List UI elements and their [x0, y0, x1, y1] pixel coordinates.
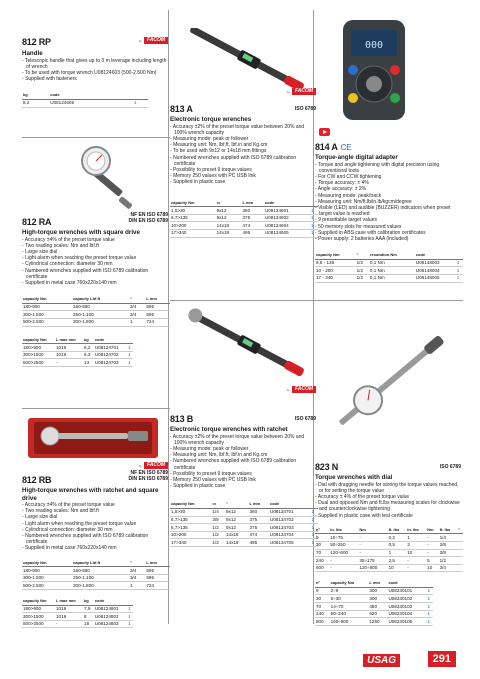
ce-mark: CE: [340, 143, 352, 152]
spec-table: capacity Nm capacity Lbf.ft " L mm 180-900 150-650 3/4 595 300-1.500 250-1.100 3/4 595 500-2.500 300-1.800 1 724: [22, 560, 170, 590]
feature-item: - Measuring unit: Nm, lbf.ft, lbf.in and Kg.cm: [170, 452, 268, 459]
product-code: 813 B: [170, 414, 194, 424]
table-row: 1,5>30 1/4 9x12 360 U08134701 1: [170, 508, 318, 516]
feature-item: - Numbered wrenches supplied with ISO 6789 calibration certificate: [170, 154, 297, 167]
digital-adapter-image: [339, 18, 409, 124]
feature-item: - Dual and opposed Nm and ft.lbs measuring scales for clockwise and counterclockwise tightening: [315, 500, 460, 513]
iso-label: ISO 6789: [294, 416, 316, 422]
feature-list: [22, 58, 170, 83]
product-code: 814 A CE: [315, 142, 352, 152]
order-table: capacity Nm L max mm kg code 180>900 1019 6,2 U08124701 1 300>1500 1019 6,3 U08124702 1 500>2500 - 13 U08124703 1: [22, 337, 133, 367]
feature-item: - Accuracy ±2% of the preset torque value between 20% and 100% wrench capacity: [170, 123, 305, 136]
table-row: 500-2.500 300-1.800 1 724: [22, 582, 170, 590]
feature-item: - 9 presettable target values: [315, 217, 377, 224]
feature-item: - Accuracy ±4% of the preset torque value: [22, 502, 115, 508]
feature-item: - Cylindrical connection: diameter 30 mm: [22, 261, 113, 268]
table-row: 180-900 150-650 3/4 595: [22, 303, 170, 311]
table-row: 500>2500 - 13 U08124703 1: [22, 359, 133, 367]
table-row: 6,7>135 3/8 9x12 375 U08134702 1: [170, 516, 318, 524]
feature-list: [170, 434, 318, 490]
product-title: High-torque wrenches with ratchet and square drive: [22, 487, 159, 502]
section-812rp: [22, 37, 170, 108]
table-row: 240 50÷240 620 U08230104 1: [315, 610, 433, 618]
section-divider: [170, 300, 318, 301]
table-row: 17>340 14x18 495 U08134605 1: [170, 229, 318, 237]
order-table: n° capacity Nm L mm code 9 2÷9 300 U08230101 1 30 6÷30 300 U08230102 1 70 14÷70 450 U08230103 1 240 50÷240 620 U08230104 1 800 160÷800 1250 U08230105 1: [315, 580, 433, 626]
table-row: 6,7>135 1/2 9x12 375 U08134703 1: [170, 524, 318, 532]
table-row: 30 6÷30 300 U08230102 1: [315, 595, 433, 603]
usag-logo: USAG: [363, 654, 400, 667]
product-code: 823 N: [315, 462, 339, 472]
iso-label: ISO 6789: [294, 106, 316, 112]
wrench-case-image: [28, 412, 168, 462]
table-row: 300-1.500 250-1.100 3/4 595: [22, 311, 170, 319]
feature-item: - Supplied in metal case 760x220x140 mm: [22, 545, 117, 552]
section-823n: [315, 462, 463, 626]
feature-item: - Measuring unit: Nm, lbf.ft, lbf.in and Kg.cm: [170, 142, 268, 149]
feature-item: - Two reading scales: Nm and lbf.ft: [22, 508, 99, 515]
table-row: 6,7>135 9x12 375 U08134602 1: [170, 214, 318, 222]
order-table: capacity Nm ▭ " L mm code 1,5>30 1/4 9x12 360 U08134701 1 6,7>135 3/8 9x12 375 U08134702 1 6,7>135 1/2 9x12 375 U08134703 1 10>200 1/2 14x18 474 U08134704 1 17>340 1/2 14x18 495 U08134705 1: [170, 501, 318, 547]
feature-item: - To be used with torque wrench U08124603 (500-2.500 Nm): [22, 69, 157, 76]
table-row: 240 - 35÷175 2,5 - 5 1/2: [315, 557, 463, 565]
section-divider: [22, 408, 170, 409]
video-play-icon[interactable]: [319, 128, 330, 136]
electronic-wrench-image: [178, 28, 316, 90]
feature-item: - Supplied with fasteners: [22, 76, 77, 83]
table-row: 17>340 1/2 14x18 495 U08134705 1: [170, 539, 318, 547]
order-table: capacity Nm ▭ L mm code 1,5>30 9x12 360 U08134601 1 6,7>135 9x12 375 U08134602 1 10>200 14x18 474 U08134604 1 17>340 14x18 495 U08134605 1: [170, 200, 318, 238]
dial-torque-wrench-image: [321, 306, 461, 456]
feature-item: - Cylindrical connection: diameter 30 mm: [22, 526, 113, 533]
feature-item: - Large size dial: [22, 514, 58, 521]
table-row: 800 - 120÷600 10 - 10 3/4: [315, 564, 463, 572]
feature-item: - Supplied in plastic case: [170, 179, 226, 186]
feature-item: - Measuring mode: peak/track: [315, 192, 382, 199]
feature-list: [315, 162, 463, 243]
feature-item: - Supplied in plastic case: [170, 483, 226, 490]
table-row: 1,5>30 9x12 360 U08134601 1: [170, 207, 318, 215]
feature-item: - Measuring mode: peak or follower: [170, 135, 249, 142]
feature-item: - Numbered wrenches supplied with ISO 6789 calibration certificate: [170, 458, 297, 471]
feature-item: - Visible (LED) and audible (BUZZER) indicators when preset target value is reached: [315, 204, 451, 218]
feature-item: - Possibility to preset 9 torque values: [170, 166, 252, 173]
table-row: 10>200 1/2 14x18 474 U08134704 1: [170, 531, 318, 539]
electronic-ratchet-wrench-image: [178, 306, 316, 382]
iso-label: NF EN ISO 6789 DIN EN ISO 6789: [128, 212, 168, 224]
feature-item: - Memory 250 values with PC USB link: [170, 173, 256, 180]
feature-item: - Numbered wrenches supplied with ISO 6789 calibration certificate: [22, 533, 149, 546]
feature-item: - Dial with dragging needle for storing the torque values reached, or for setting the torque value: [315, 481, 459, 494]
table-row: 9 2÷9 300 U08230101 1: [315, 587, 433, 595]
table-row: 10>200 14x18 474 U08134604 1: [170, 222, 318, 230]
feature-item: - For CW and CCW tightening: [315, 173, 382, 180]
page-number: 291: [428, 651, 456, 667]
product-code: 813 A: [170, 104, 193, 114]
table-row: 17 - 340 1/2 0,1 Nm U08148005 1: [315, 274, 463, 282]
product-code: 812 RA: [22, 217, 52, 227]
feature-item: - Accuracy ±2% of the preset torque value between 20% and 100% wrench capacity: [170, 433, 305, 446]
spec-table: n° in. lbs Nm ft. lbs in. lbs Nm ft. lbs " 9 15÷75 - 0,2 1 - 1/4 30 50÷250 - 0,5 3 - 3/8 70 120÷600 - 1 10 - 3/8 240 - 35÷175 2,5 - 5 1/2 800 - 120÷600 10 - 10 3/4: [315, 527, 463, 573]
feature-item: - Light alarm when reaching the preset torque value: [22, 520, 137, 527]
section-813a: [170, 104, 318, 238]
feature-item: - Power supply: 2 batteries AAA (included): [315, 235, 409, 242]
section-813b: [170, 414, 318, 547]
feature-item: - Numbered wrenches supplied with ISO 6789 calibration certificate: [22, 267, 149, 280]
feature-item: - Memory 250 values with PC USB link: [170, 476, 256, 483]
feature-item: - Telescopic handle that gives up to 3 m leverage including length of wrench: [22, 57, 167, 70]
table-row: 30 50÷250 - 0,5 3 - 3/8: [315, 541, 463, 549]
feature-item: - Possibility to preset 9 torque values: [170, 470, 252, 477]
order-table: capacity Nm " resolution Nm code 6,8 - 135 1/2 0,1 Nm U08148003 1 10 - 200 1/2 0,1 Nm U08148004 1 17 - 340 1/2 0,1 Nm U08148005 1: [315, 252, 463, 282]
table-row: 300-1.500 250-1.100 3/4 595: [22, 574, 170, 582]
feature-item: - Accuracy ± 4% of the preset torque value: [315, 493, 410, 500]
table-row: 180-900 150-650 3/4 595: [22, 567, 170, 575]
brand-logo: by FACOM: [139, 462, 168, 469]
section-divider: [22, 137, 170, 138]
section-814a: [315, 142, 463, 283]
feature-item: - 50 memory slots for measured values: [315, 223, 402, 230]
spec-table: capacity Nm capacity Lbf.ft " L mm 180-900 150-650 3/4 595 300-1.500 250-1.100 3/4 595 500-2.500 300-1.800 1 724: [22, 296, 170, 326]
table-row: 500-2.500 300-1.800 1 724: [22, 318, 170, 326]
table-row: 300>1500 1019 8 U08124802 1: [22, 613, 133, 621]
feature-item: - Measuring unit: Nm/ft.lb/in.lb/kgcm/degree: [315, 198, 412, 205]
feature-item: - Torque accuracy: ± 4%: [315, 180, 369, 187]
product-title: High-torque wrenches with square drive: [22, 229, 140, 236]
feature-item: - To be used with 9x12 or 14x18 mm fittings: [170, 148, 267, 155]
product-title: Electronic torque wrenches: [170, 116, 252, 123]
section-812rb: [22, 470, 170, 628]
feature-item: - Supplied in ABS case with calibration certificates: [315, 229, 426, 236]
product-title: Electronic torque wrenches with ratchet: [170, 426, 288, 433]
section-812ra: [22, 212, 170, 367]
product-title: Torque wrenches with dial: [315, 474, 393, 481]
table-row: 8,2 U08124605 1: [22, 99, 148, 107]
feature-item: - Torque and angle tightening with digital precision using conventional tools: [315, 161, 440, 174]
table-row: 6,8 - 135 1/2 0,1 Nm U08148003 1: [315, 259, 463, 267]
feature-list: [315, 482, 463, 519]
feature-item: - Measuring mode: peak or follower: [170, 445, 249, 452]
svg-text:000: 000: [364, 40, 384, 51]
brand-logo: by FACOM: [287, 88, 316, 95]
feature-item: - Light alarm when reaching the preset torque value: [22, 255, 137, 262]
product-title: Torque-angle digital adapter: [315, 154, 398, 161]
feature-item: - Supplied in metal case 760x220x140 mm: [22, 279, 117, 286]
table-row: 10 - 200 1/2 0,1 Nm U08148004 1: [315, 267, 463, 275]
table-row: 9 15÷75 - 0,2 1 - 1/4: [315, 534, 463, 542]
iso-label: ISO 6789: [439, 464, 461, 470]
feature-item: - Two reading scales: Nm and lbf.ft: [22, 242, 99, 249]
spec-table: kg code 8,2 U08124605 1: [22, 92, 148, 107]
table-row: 180>900 1019 6,2 U08124701 1: [22, 344, 133, 352]
table-row: 800 160÷800 1250 U08230105 1: [315, 618, 433, 626]
product-code: 812 RP: [22, 37, 51, 47]
feature-item: - Large size dial: [22, 248, 58, 255]
brand-logo: by FACOM: [139, 37, 168, 44]
table-row: 70 120÷600 - 1 10 - 3/8: [315, 549, 463, 557]
order-table: capacity Nm L max mm kg code 180>900 1019 7,9 U08124801 1 300>1500 1019 8 U08124802 1 500>2500 - 18 U08124803 1: [22, 598, 133, 628]
section-divider: [315, 300, 463, 301]
brand-logo: by FACOM: [287, 386, 316, 393]
table-row: 180>900 1019 7,9 U08124801 1: [22, 605, 133, 613]
wrench-dial-image: [62, 141, 142, 209]
feature-list: [170, 124, 318, 186]
product-title: Handle: [22, 50, 43, 57]
table-row: 500>2500 - 18 U08124803 1: [22, 620, 133, 628]
feature-list: [22, 502, 170, 552]
feature-item: - Supplied in plastic case with test certificate: [315, 512, 413, 519]
feature-item: - Accuracy ±4% of the preset torque value: [22, 236, 115, 243]
table-row: 300>1500 1019 6,3 U08124702 1: [22, 351, 133, 359]
iso-label: NF EN ISO 6789 DIN EN ISO 6789: [128, 470, 168, 482]
feature-list: [22, 237, 170, 287]
product-code: 812 RB: [22, 475, 52, 485]
feature-item: - Angle accuracy: ± 2%: [315, 186, 367, 193]
table-row: 70 14÷70 450 U08230103 1: [315, 603, 433, 611]
